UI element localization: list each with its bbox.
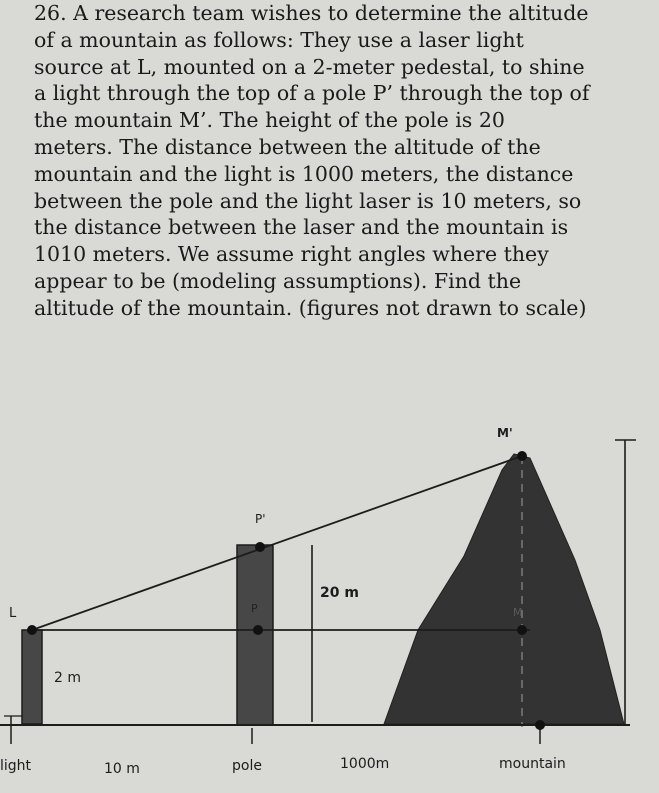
axis-label-mountain: mountain — [499, 756, 566, 772]
pedestal-label: 2 m — [54, 670, 81, 686]
point-mountain-base — [535, 720, 545, 730]
problem-line-5: the mountain M’. The height of the pole is 20 — [34, 108, 505, 133]
problem-line-10: 1010 meters. We assume right angles where they — [34, 242, 549, 267]
pole-height-label: 20 m — [320, 585, 359, 601]
problem-line-11: appear to be (modeling assumptions). Find the — [34, 268, 522, 293]
problem-line-8: between the pole and the light laser is 10 meters, so — [34, 188, 582, 213]
problem-line-9: the distance between the laser and the mountain is — [34, 215, 569, 240]
point-M-prime — [517, 451, 527, 461]
mountain-shape — [384, 454, 624, 724]
point-L — [27, 625, 37, 635]
axis-label-light: light — [0, 758, 32, 774]
label-M-prime: M' — [497, 426, 513, 440]
problem-line-4: a light through the top of a pole P’ through the top of — [34, 81, 590, 106]
problem-line-2: of a mountain as follows: They use a laser light — [34, 27, 524, 52]
problem-line-3: source at L, mounted on a 2-meter pedestal, to shine — [34, 54, 585, 79]
pedestal — [22, 630, 42, 724]
problem-line-6: meters. The distance between the altitude of the — [34, 134, 541, 159]
axis-label-10m: 10 m — [104, 761, 140, 777]
axis-label-1000m: 1000m — [340, 756, 390, 772]
problem-line-1: 26. A research team wishes to determine the altitude — [34, 1, 589, 25]
label-L: L — [9, 606, 17, 621]
label-P-prime: P' — [255, 512, 266, 526]
label-M: M — [513, 606, 523, 619]
problem-line-12: altitude of the mountain. (figures not drawn to scale) — [34, 295, 587, 320]
point-M — [517, 625, 527, 635]
axis-label-pole: pole — [232, 758, 262, 774]
pole — [237, 545, 273, 725]
problem-line-7: mountain and the light is 1000 meters, the distance — [34, 161, 574, 186]
point-P-prime — [255, 542, 265, 552]
label-P: P — [251, 602, 258, 615]
point-P — [253, 625, 263, 635]
